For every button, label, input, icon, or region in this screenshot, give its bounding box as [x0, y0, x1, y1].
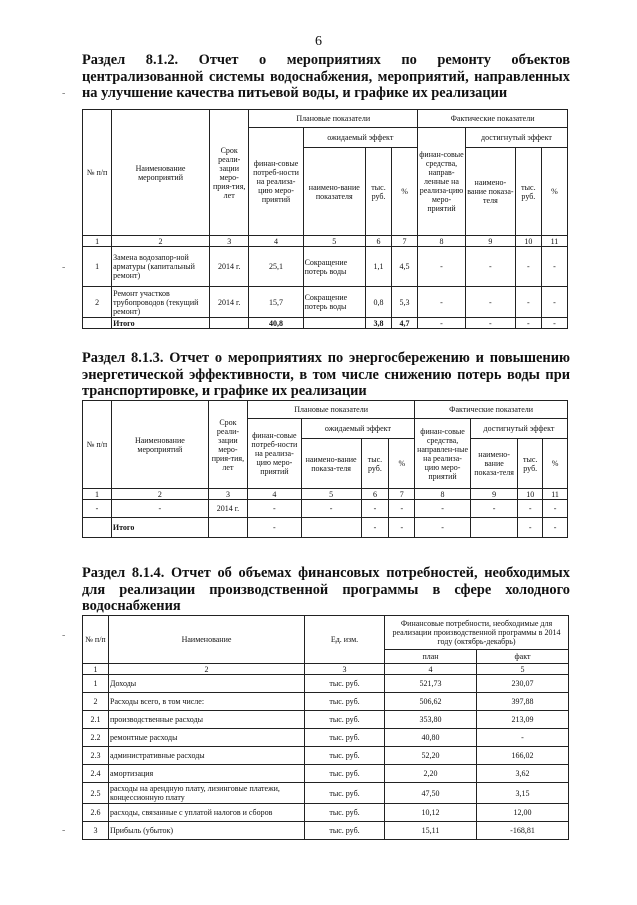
cell: 15,7 [249, 287, 303, 318]
header-expected: ожидаемый эффект [303, 128, 417, 148]
cell: - [111, 500, 208, 518]
header-fact-fin: финан-совые средства, направ-ленные на реализа-цию меро-приятий [418, 128, 466, 236]
cell: 10,12 [385, 804, 477, 822]
colnum: 2 [111, 489, 208, 500]
header-rub: тыс. руб. [518, 439, 543, 489]
colnum: 6 [366, 236, 392, 247]
cell [208, 518, 247, 538]
header-pct: % [541, 148, 567, 236]
total-label: Итого [112, 318, 210, 329]
cell: 2014 г. [208, 500, 247, 518]
colnum: 7 [392, 236, 418, 247]
cell: 2.4 [83, 765, 109, 783]
cell: 4,7 [392, 318, 418, 329]
colnum: 5 [303, 236, 365, 247]
header-fact: Фактические показатели [418, 110, 568, 128]
table-row [83, 747, 569, 765]
colnum: 3 [208, 489, 247, 500]
cell: - [361, 500, 389, 518]
cell: ремонтные расходы [109, 729, 305, 747]
colnum: 2 [109, 664, 305, 675]
total-row [83, 518, 568, 538]
header-term: Срок реали-зации меро-прия-тия, лет [209, 110, 249, 236]
cell: 397,88 [477, 693, 569, 711]
cell: - [515, 247, 541, 287]
header-rub: тыс. руб. [515, 148, 541, 236]
section-813-title: Раздел 8.1.3. Отчет о мероприятиях по энергосбережению и повышению энергетической эффективности, в том числе снижению потерь воды при транспортировке, и графике их реализации [82, 350, 570, 399]
cell: - [418, 318, 466, 329]
header-name: Наименование мероприятий [112, 110, 210, 236]
cell: 353,80 [385, 711, 477, 729]
cell: - [477, 729, 569, 747]
colnum: 11 [541, 236, 567, 247]
cell: - [361, 518, 389, 538]
cell [83, 518, 112, 538]
cell: - [470, 500, 517, 518]
cell: тыс. руб. [305, 675, 385, 693]
cell: 3 [83, 822, 109, 840]
header-plan: Плановые показатели [248, 401, 415, 419]
table-row [83, 287, 568, 318]
cell: - [543, 518, 568, 538]
cell: - [301, 500, 361, 518]
cell: тыс. руб. [305, 804, 385, 822]
table-812 [82, 109, 568, 329]
cell: 52,20 [385, 747, 477, 765]
table-row [83, 500, 568, 518]
header-indicator: наимено-вание показа-теля [470, 439, 517, 489]
table-row [83, 247, 568, 287]
colnum: 9 [465, 236, 515, 247]
total-row [83, 318, 568, 329]
cell: 1 [83, 247, 112, 287]
cell: - [515, 318, 541, 329]
cell: Ремонт участков трубопроводов (текущий ремонт) [112, 287, 210, 318]
cell: 3,15 [477, 783, 569, 804]
cell: - [541, 247, 567, 287]
colnum: 4 [248, 489, 302, 500]
colnum: 3 [209, 236, 249, 247]
table-row [83, 711, 569, 729]
cell: тыс. руб. [305, 729, 385, 747]
cell: 47,50 [385, 783, 477, 804]
cell: 166,02 [477, 747, 569, 765]
cell: 1 [83, 675, 109, 693]
cell: Замена водозапор-ной арматуры (капитальный ремонт) [112, 247, 210, 287]
header-pct: % [392, 148, 418, 236]
colnum: 7 [389, 489, 415, 500]
cell: тыс. руб. [305, 711, 385, 729]
cell: административные расходы [109, 747, 305, 765]
table-row [83, 765, 569, 783]
cell: 506,62 [385, 693, 477, 711]
section-812-title: Раздел 8.1.2. Отчет о мероприятиях по ремонту объектов централизованной системы водоснабжения, мероприятий, направленных на улучшение качества питьевой воды, и графике их реализации [82, 52, 570, 101]
header-unit: Ед. изм. [305, 616, 385, 664]
cell: расходы, связанные с уплатой налогов и сборов [109, 804, 305, 822]
cell: производственные расходы [109, 711, 305, 729]
colnum: 10 [518, 489, 543, 500]
cell: Расходы всего, в том числе: [109, 693, 305, 711]
cell: - [418, 247, 466, 287]
colnum: 1 [83, 664, 109, 675]
colnum: 6 [361, 489, 389, 500]
cell: тыс. руб. [305, 765, 385, 783]
cell: 2.1 [83, 711, 109, 729]
cell: - [465, 318, 515, 329]
cell: Сокращение потерь воды [303, 247, 365, 287]
cell: - [518, 500, 543, 518]
cell: 40,80 [385, 729, 477, 747]
cell [209, 318, 249, 329]
page-number: 6 [315, 34, 322, 49]
margin-mark: - [62, 630, 66, 641]
cell: -168,81 [477, 822, 569, 840]
cell: Прибыль (убыток) [109, 822, 305, 840]
cell: - [248, 518, 302, 538]
header-name: Наименование мероприятий [111, 401, 208, 489]
cell: - [415, 500, 471, 518]
margin-mark: - [62, 88, 66, 99]
colnum: 1 [83, 489, 112, 500]
cell: - [515, 287, 541, 318]
table-row [83, 804, 569, 822]
cell: 2014 г. [209, 287, 249, 318]
cell [83, 318, 112, 329]
table-row [83, 822, 569, 840]
header-plan-fin: финан-совые потреб-ности на реализа-цию меро-приятий [249, 128, 303, 236]
cell: - [543, 500, 568, 518]
cell: 15,11 [385, 822, 477, 840]
table-813 [82, 400, 568, 538]
cell: - [415, 518, 471, 538]
cell: 2,20 [385, 765, 477, 783]
cell: Доходы [109, 675, 305, 693]
header-achieved: достигнутый эффект [465, 128, 567, 148]
table-row [83, 675, 569, 693]
cell: 2.3 [83, 747, 109, 765]
header-fact: Фактические показатели [415, 401, 568, 419]
cell: тыс. руб. [305, 747, 385, 765]
cell: Сокращение потерь воды [303, 287, 365, 318]
colnum-row [83, 489, 568, 500]
header-achieved: достигнутый эффект [470, 419, 567, 439]
header-name: Наименование [109, 616, 305, 664]
cell: 0,8 [366, 287, 392, 318]
total-label: Итого [111, 518, 208, 538]
cell: расходы на арендную плату, лизинговые платежи, концессионную плату [109, 783, 305, 804]
cell: 5,3 [392, 287, 418, 318]
header-num: № п/п [83, 110, 112, 236]
colnum: 4 [249, 236, 303, 247]
cell: 3,62 [477, 765, 569, 783]
header-fact: факт [477, 650, 569, 664]
colnum: 8 [415, 489, 471, 500]
cell: 521,73 [385, 675, 477, 693]
table-814 [82, 615, 569, 840]
table-row [83, 729, 569, 747]
colnum: 4 [385, 664, 477, 675]
colnum: 11 [543, 489, 568, 500]
header-plan: план [385, 650, 477, 664]
cell: 2 [83, 693, 109, 711]
cell: 40,8 [249, 318, 303, 329]
cell: 2.6 [83, 804, 109, 822]
table-row [83, 783, 569, 804]
table-row [83, 693, 569, 711]
cell: 213,09 [477, 711, 569, 729]
cell: 25,1 [249, 247, 303, 287]
cell: 2.5 [83, 783, 109, 804]
cell: 3,8 [366, 318, 392, 329]
header-plan-fin: финан-совые потреб-ности на реализа-цию меро-приятий [248, 419, 302, 489]
cell: тыс. руб. [305, 783, 385, 804]
margin-mark: - [62, 262, 66, 273]
cell: - [541, 318, 567, 329]
header-expected: ожидаемый эффект [301, 419, 415, 439]
header-rub: тыс. руб. [361, 439, 389, 489]
cell: - [465, 247, 515, 287]
cell: 2014 г. [209, 247, 249, 287]
cell: - [389, 500, 415, 518]
header-indicator: наимено-вание показа-теля [465, 148, 515, 236]
header-fin: Финансовые потребности, необходимые для реализации производственной программы в 2014 году (октябрь-декабрь) [385, 616, 569, 650]
cell: - [389, 518, 415, 538]
header-num: № п/п [83, 616, 109, 664]
cell: 1,1 [366, 247, 392, 287]
cell [301, 518, 361, 538]
cell: - [541, 287, 567, 318]
colnum: 8 [418, 236, 466, 247]
colnum: 1 [83, 236, 112, 247]
cell: - [418, 287, 466, 318]
header-pct: % [389, 439, 415, 489]
colnum: 5 [301, 489, 361, 500]
cell: тыс. руб. [305, 822, 385, 840]
cell: 230,07 [477, 675, 569, 693]
header-term: Срок реали-зации меро-прия-тия, лет [208, 401, 247, 489]
header-fact-fin: финан-совые средства, направлен-ные на реализа-цию меро-приятий [415, 419, 471, 489]
header-pct: % [543, 439, 568, 489]
colnum: 9 [470, 489, 517, 500]
cell: - [465, 287, 515, 318]
colnum: 3 [305, 664, 385, 675]
cell [470, 518, 517, 538]
cell: 2.2 [83, 729, 109, 747]
colnum-row [83, 664, 569, 675]
cell: - [83, 500, 112, 518]
colnum: 2 [112, 236, 210, 247]
cell: - [248, 500, 302, 518]
header-num: № п/п [83, 401, 112, 489]
colnum: 5 [477, 664, 569, 675]
header-indicator: наимено-вание показателя [303, 148, 365, 236]
cell: 12,00 [477, 804, 569, 822]
margin-mark: - [62, 825, 66, 836]
header-rub: тыс. руб. [366, 148, 392, 236]
colnum: 10 [515, 236, 541, 247]
cell: амортизация [109, 765, 305, 783]
header-plan: Плановые показатели [249, 110, 418, 128]
cell: - [518, 518, 543, 538]
cell: тыс. руб. [305, 693, 385, 711]
cell: 4,5 [392, 247, 418, 287]
cell: 2 [83, 287, 112, 318]
colnum-row [83, 236, 568, 247]
cell [303, 318, 365, 329]
section-814-title: Раздел 8.1.4. Отчет об объемах финансовых потребностей, необходимых для реализации производственной программы в сфере холодного водоснабжения [82, 565, 570, 614]
header-indicator: наимено-вание показа-теля [301, 439, 361, 489]
